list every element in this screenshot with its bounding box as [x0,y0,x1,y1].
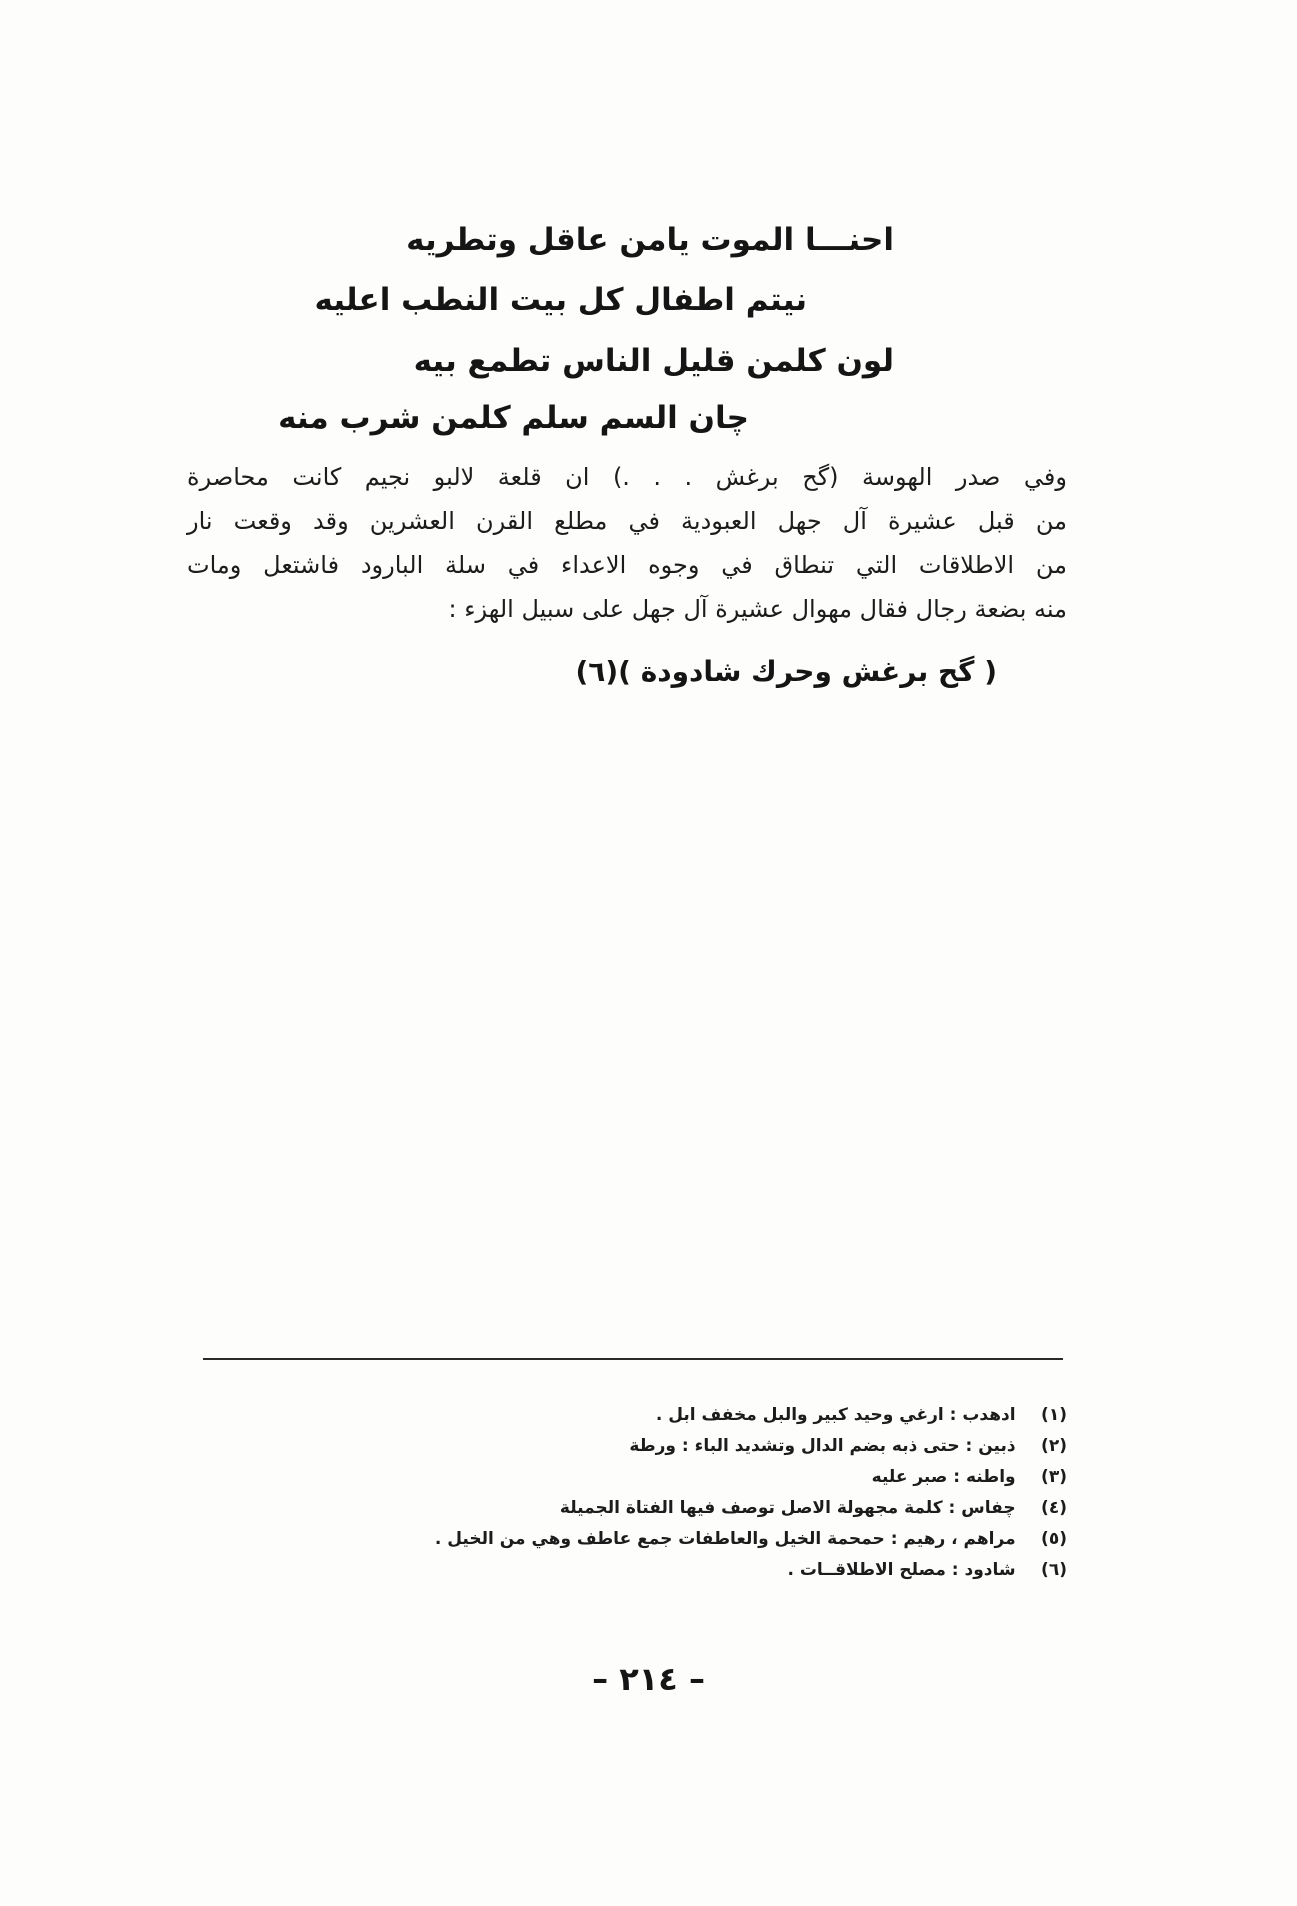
footnote-number: (٢) [1041,1436,1067,1456]
footnote-number: (٤) [1041,1498,1067,1518]
verse-line-2: نيتم اطفال كل بيت النطب اعليه [314,282,807,318]
prose-line-4: منه بضعة رجال فقال مهوال عشيرة آل جهل على سبيل الهزء : [448,595,1067,623]
footnote-text: مراهم ، رهيم : حمحمة الخيل والعاطفات جمع عاطف وهي من الخيل . [434,1529,1016,1549]
verse-line-4: چان السم سلم كلمن شرب منه [278,400,749,436]
prose-line-2: من قبل عشيرة آل جهل العبودية في مطلع القرن العشرين وقد وقعت نار [187,507,1067,535]
hosa-subheading: ( گح برغش وحرك شادودة )(٦) [575,655,997,688]
footnote-item [207,1400,1067,1431]
prose-paragraph [187,455,1067,631]
footnote-divider [203,1358,1063,1360]
footnote-text: چفاس : كلمة مجهولة الاصل توصف فيها الفتاة الجميلة [559,1498,1016,1518]
footnote-number: (١) [1041,1405,1067,1425]
page-number: – ٢١٤ – [592,1660,705,1698]
footnote-item [207,1555,1067,1586]
footnote-item [207,1431,1067,1462]
prose-line-3: من الاطلاقات التي تنطاق في وجوه الاعداء في سلة البارود فاشتعل ومات [187,551,1067,579]
footnote-number: (٥) [1041,1529,1067,1549]
footnote-text: شادود : مصلح الاطلاقــات . [787,1560,1016,1580]
footnote-item [207,1462,1067,1493]
footnotes-list [207,1400,1067,1586]
verse-line-1: احنـــا الموت يامن عاقل وتطريه [406,222,894,258]
footnote-text: واطنه : صبر عليه [871,1467,1016,1487]
verse-line-3: لون كلمن قليل الناس تطمع بيه [413,343,894,379]
footnote-item [207,1524,1067,1555]
footnote-text: ذبين : حتى ذبه بضم الدال وتشديد الباء : ورطة [629,1436,1016,1456]
footnote-item [207,1493,1067,1524]
footnote-number: (٣) [1041,1467,1067,1487]
prose-line-1: وفي صدر الهوسة (گح برغش . . .) ان قلعة لالبو نجيم كانت محاصرة [187,463,1067,491]
footnote-number: (٦) [1041,1560,1067,1580]
footnote-text: ادهدب : ارغي وحيد كبير والبل مخفف ابل . [655,1405,1016,1425]
